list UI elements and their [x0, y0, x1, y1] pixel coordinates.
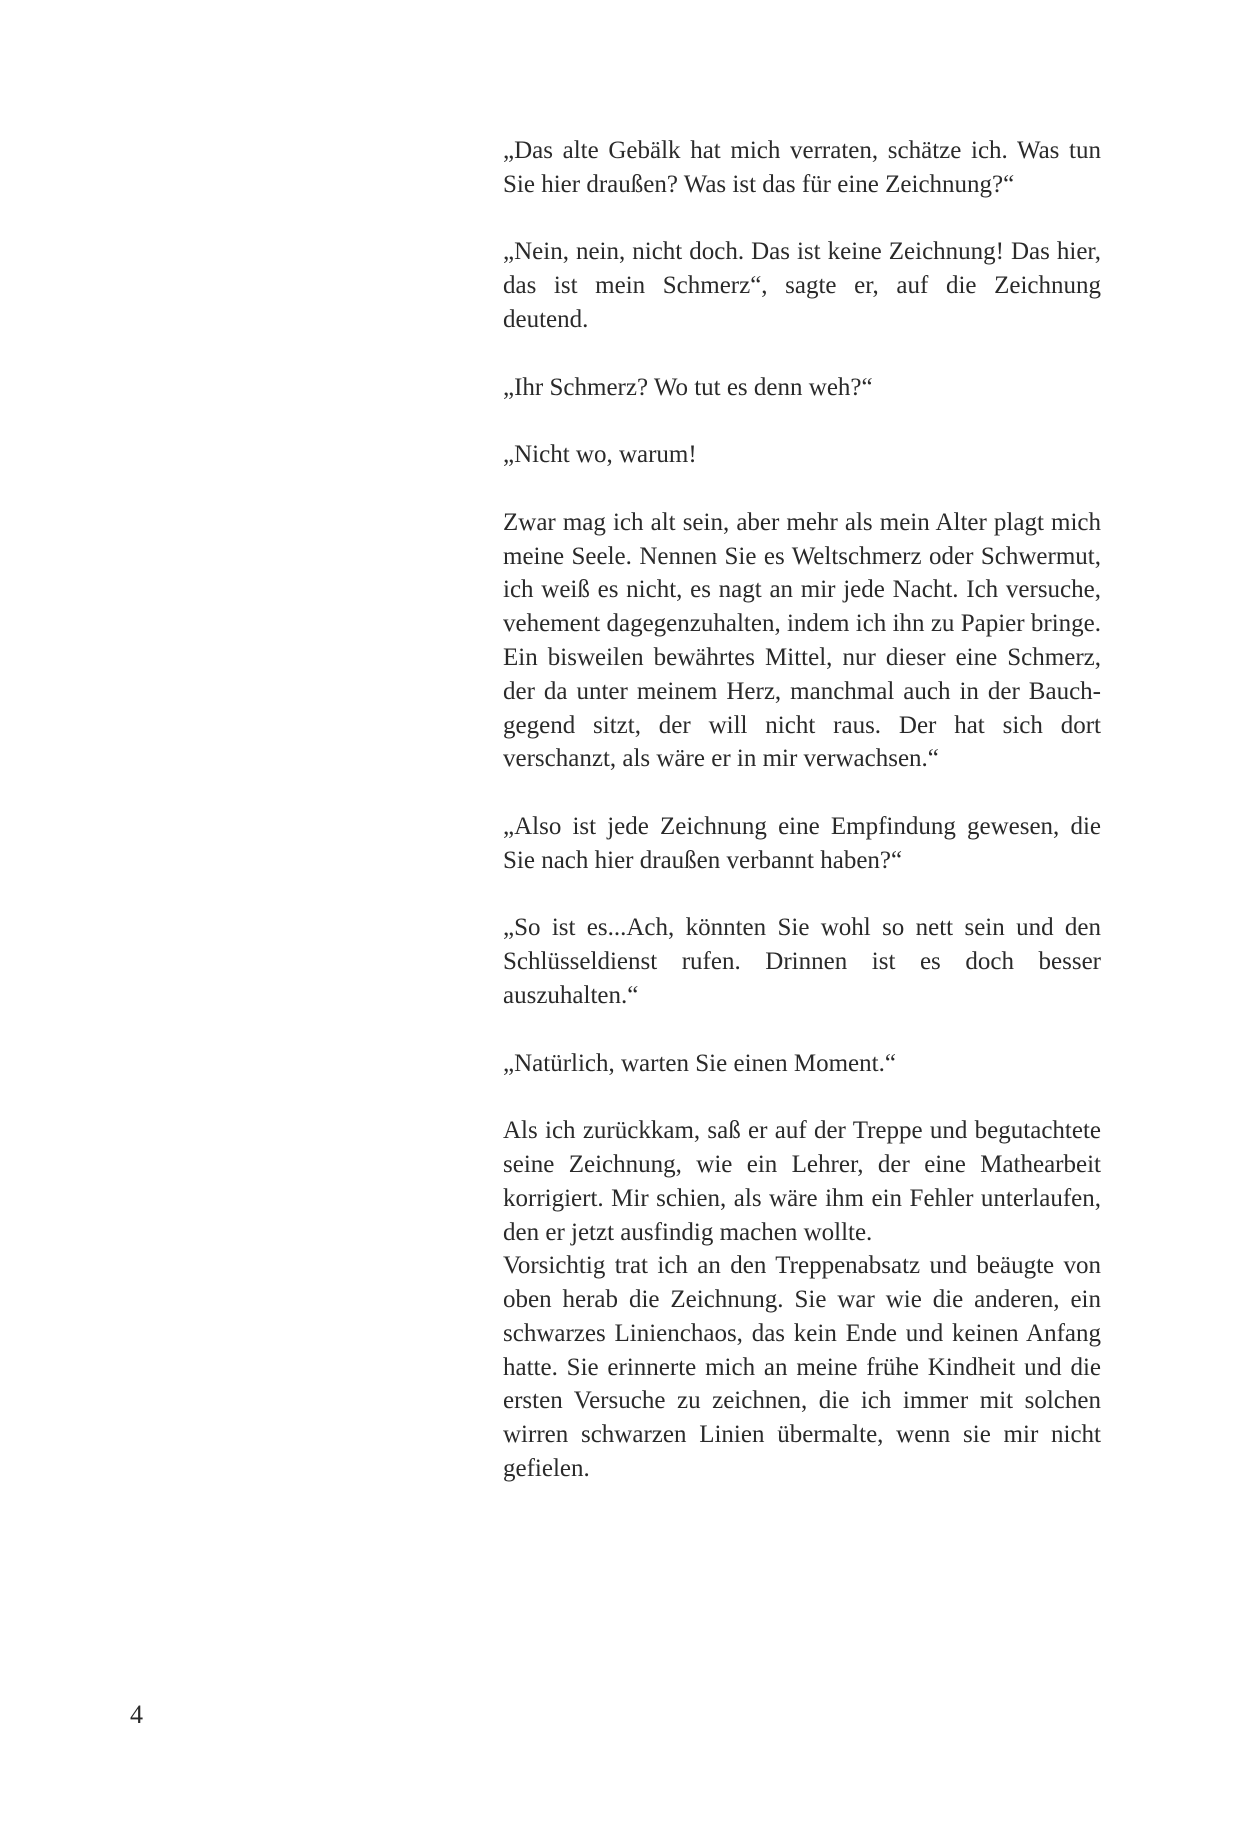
paragraph: „Das alte Gebälk hat mich verraten, schätze ich. Was tun Sie hier draußen? Was ist das für eine Zeichnung?“	[503, 137, 1101, 198]
paragraph: Als ich zurückkam, saß er auf der Treppe und begutachtete seine Zeichnung, wie ein Lehrer, der eine Mathearbeit korrigiert. Mir schien, als wäre ihm ein Fehler unterlaufen, den er jetzt ausfindig machen wollte.	[503, 1117, 1101, 1246]
page-number: 4	[130, 1700, 143, 1729]
paragraph: „Nein, nein, nicht doch. Das ist keine Zeichnung! Das hier, das ist mein Schmerz“, sagte er, auf die Zeichnung deutend.	[503, 238, 1101, 333]
paragraph: „Nicht wo, warum!	[503, 441, 697, 469]
paragraph: „Natürlich, warten Sie einen Moment.“	[503, 1049, 896, 1077]
body-text	[503, 134, 1101, 1520]
paragraph: Zwar mag ich alt sein, aber mehr als mein Alter plagt mich meine Seele. Nennen Sie es Weltschmerz oder Schwermut, ich weiß es nicht, es nagt an mir jede Nacht. Ich versuche, vehement dagegenzuhalten, indem ich ihn zu Papier bringe. Ein bisweilen bewährtes Mittel, nur dieser eine Schmerz, der da unter meinem Herz, manchmal auch in der Bauchgegend sitzt, der will nicht raus. Der hat sich dort verschanzt, als wäre er in mir verwachsen.“	[503, 508, 1101, 773]
paragraph: „Also ist jede Zeichnung eine Empfindung gewesen, die Sie nach hier draußen verbannt haben?“	[503, 812, 1101, 874]
paragraph: „So ist es...Ach, könnten Sie wohl so nett sein und den Schlüsseldienst rufen. Drinnen ist es doch besser auszuhalten.“	[503, 914, 1101, 1009]
paragraph: Vorsichtig trat ich an den Treppenabsatz und beäugte von oben herab die Zeichnung. Sie war wie die anderen, ein schwarzes Linienchaos, das kein Ende und keinen Anfang hatte. Sie erinnerte mich an meine frühe Kindheit und die ersten Versuche zu zeichnen, die ich immer mit solchen wirren schwarzen Linien übermalte, wenn sie mir nicht gefielen.	[503, 1252, 1101, 1483]
paragraph: „Ihr Schmerz? Wo tut es denn weh?“	[503, 373, 873, 401]
